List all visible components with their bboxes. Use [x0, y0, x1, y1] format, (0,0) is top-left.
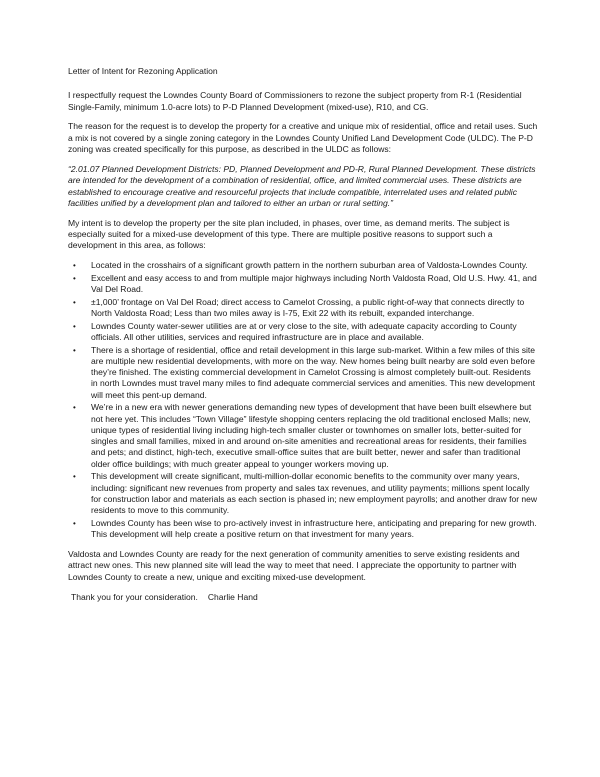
reason-text: Lowndes County has been wise to pro-actively invest in infrastructure here, anticipating and preparing for new growth. This development will help create a positive return on that investment for many years. [91, 517, 537, 540]
reason-text: Excellent and easy access to and from multiple major highways including North Valdosta Road, Old U.S. Hwy. 41, and Val Del Road. [91, 272, 537, 295]
reason-text: This development will create significant, multi-million-dollar economic benefits to the community over many years, including: significant new revenues from property and sales tax revenues, and utility payments; millions spent locally for construction labor and materials as each section is phased in; new employment payrolls; and another draw for new residents to move to this community. [91, 471, 538, 516]
reason-paragraph: The reason for the request is to develop the property for a creative and unique mix of residential, office and retail uses. Such a mix is not covered by a single zoning category in the Lowndes County Unified Land Development Code (ULDC). The P-D zoning was created specifically for this purpose, as described in the ULDC as follows: [68, 121, 538, 155]
reason-item [68, 518, 538, 541]
intro-paragraph: I respectfully request the Lowndes County Board of Commissioners to rezone the subject property from R-1 (Residential Single-Family, minimum 1.0-acre lots) to P-D Planned Development (mixed-use), R10, and CG. [68, 90, 522, 112]
reason-item [68, 260, 538, 271]
reason-item [68, 273, 538, 296]
reasons-list [68, 260, 538, 540]
bullet-icon: • [73, 472, 76, 482]
bullet-icon: • [73, 403, 76, 413]
reason-text: We’re in a new era with newer generations demanding new types of development that have been built elsewhere but not here yet. This includes “Town Village” lifestyle shopping centers replacing the old traditional enclosed Malls; new, unique types of residential living including high-tech smaller cluster or townhomes on smaller lots, better-suited for singles and small families, mixed in and around on-site amenities and recreational areas for residents, their families and pets; and distinct, high-tech, executive small-office suites that are built better, newer and safer than traditional older office buildings; with much greater appeal to younger workers moving up. [91, 402, 532, 469]
reason-text: Located in the crosshairs of a significant growth pattern in the northern suburban area of Valdosta-Lowndes County. [91, 260, 528, 271]
signer-name: Charlie Hand [207, 591, 258, 602]
letter-page [68, 66, 538, 603]
bullet-icon: • [73, 297, 76, 307]
reason-text: There is a shortage of residential, office and retail development in this large sub-market. Within a few miles of this site are multiple new residential developments, with more on the way. New homes being built nearby are sold even before they’re finished. The existing commercial development in Camelot Crossing is almost completely built-out. Residents in north Lowndes must travel many miles to find adequate commercial services and amenities. This new development will meet this pent-up demand. [91, 344, 536, 400]
bullet-icon: • [73, 273, 76, 283]
reason-text: ±1,000’ frontage on Val Del Road; direct access to Camelot Crossing, a public right-of-way that connects directly to North Valdosta Road; Less than two miles away is I-75, Exit 22 with its rebuilt, expanded interchange. [91, 296, 525, 319]
signoff-line [68, 592, 538, 603]
reason-item [68, 471, 538, 516]
closing-paragraph: Valdosta and Lowndes County are ready for the next generation of community amenities to serve existing residents and attract new ones. This new planned site will lead the way to meet that need. I appreciate the opportunity to partner with Lowndes County to create a new, unique and exciting mixed-use development. [68, 549, 520, 582]
letter-title: Letter of Intent for Rezoning Application [68, 66, 218, 76]
bullet-icon: • [73, 518, 76, 528]
reason-item [68, 402, 538, 470]
reason-item [68, 345, 538, 401]
uldc-quote: “2.01.07 Planned Development Districts: PD, Planned Development and PD-R, Rural Planned Development. These districts are intended for the development of a combination of residential, office, and limited commercial uses. These districts are established to encourage creative and resourceful projects that include compatible, interrelated uses and related public facilities unified by a development plan and tailored to either an urban or rural setting.” [68, 163, 536, 208]
thanks-text: Thank you for your consideration. [71, 591, 198, 602]
reason-item [68, 297, 538, 320]
reason-text: Lowndes County water-sewer utilities are at or very close to the site, with adequate capacity according to County officials. All other utilities, services and required infrastructure are in place and available. [91, 320, 517, 342]
bullet-icon: • [73, 321, 76, 331]
bullet-icon: • [73, 261, 76, 271]
reason-item [68, 321, 538, 344]
bullet-icon: • [73, 345, 76, 355]
intent-paragraph: My intent is to develop the property per the site plan included, in phases, over time, as demand merits. The subject is especially suited for a mixed-use development of this type. There are multiple positive reasons to support such a development in this area, as follows: [68, 217, 510, 251]
